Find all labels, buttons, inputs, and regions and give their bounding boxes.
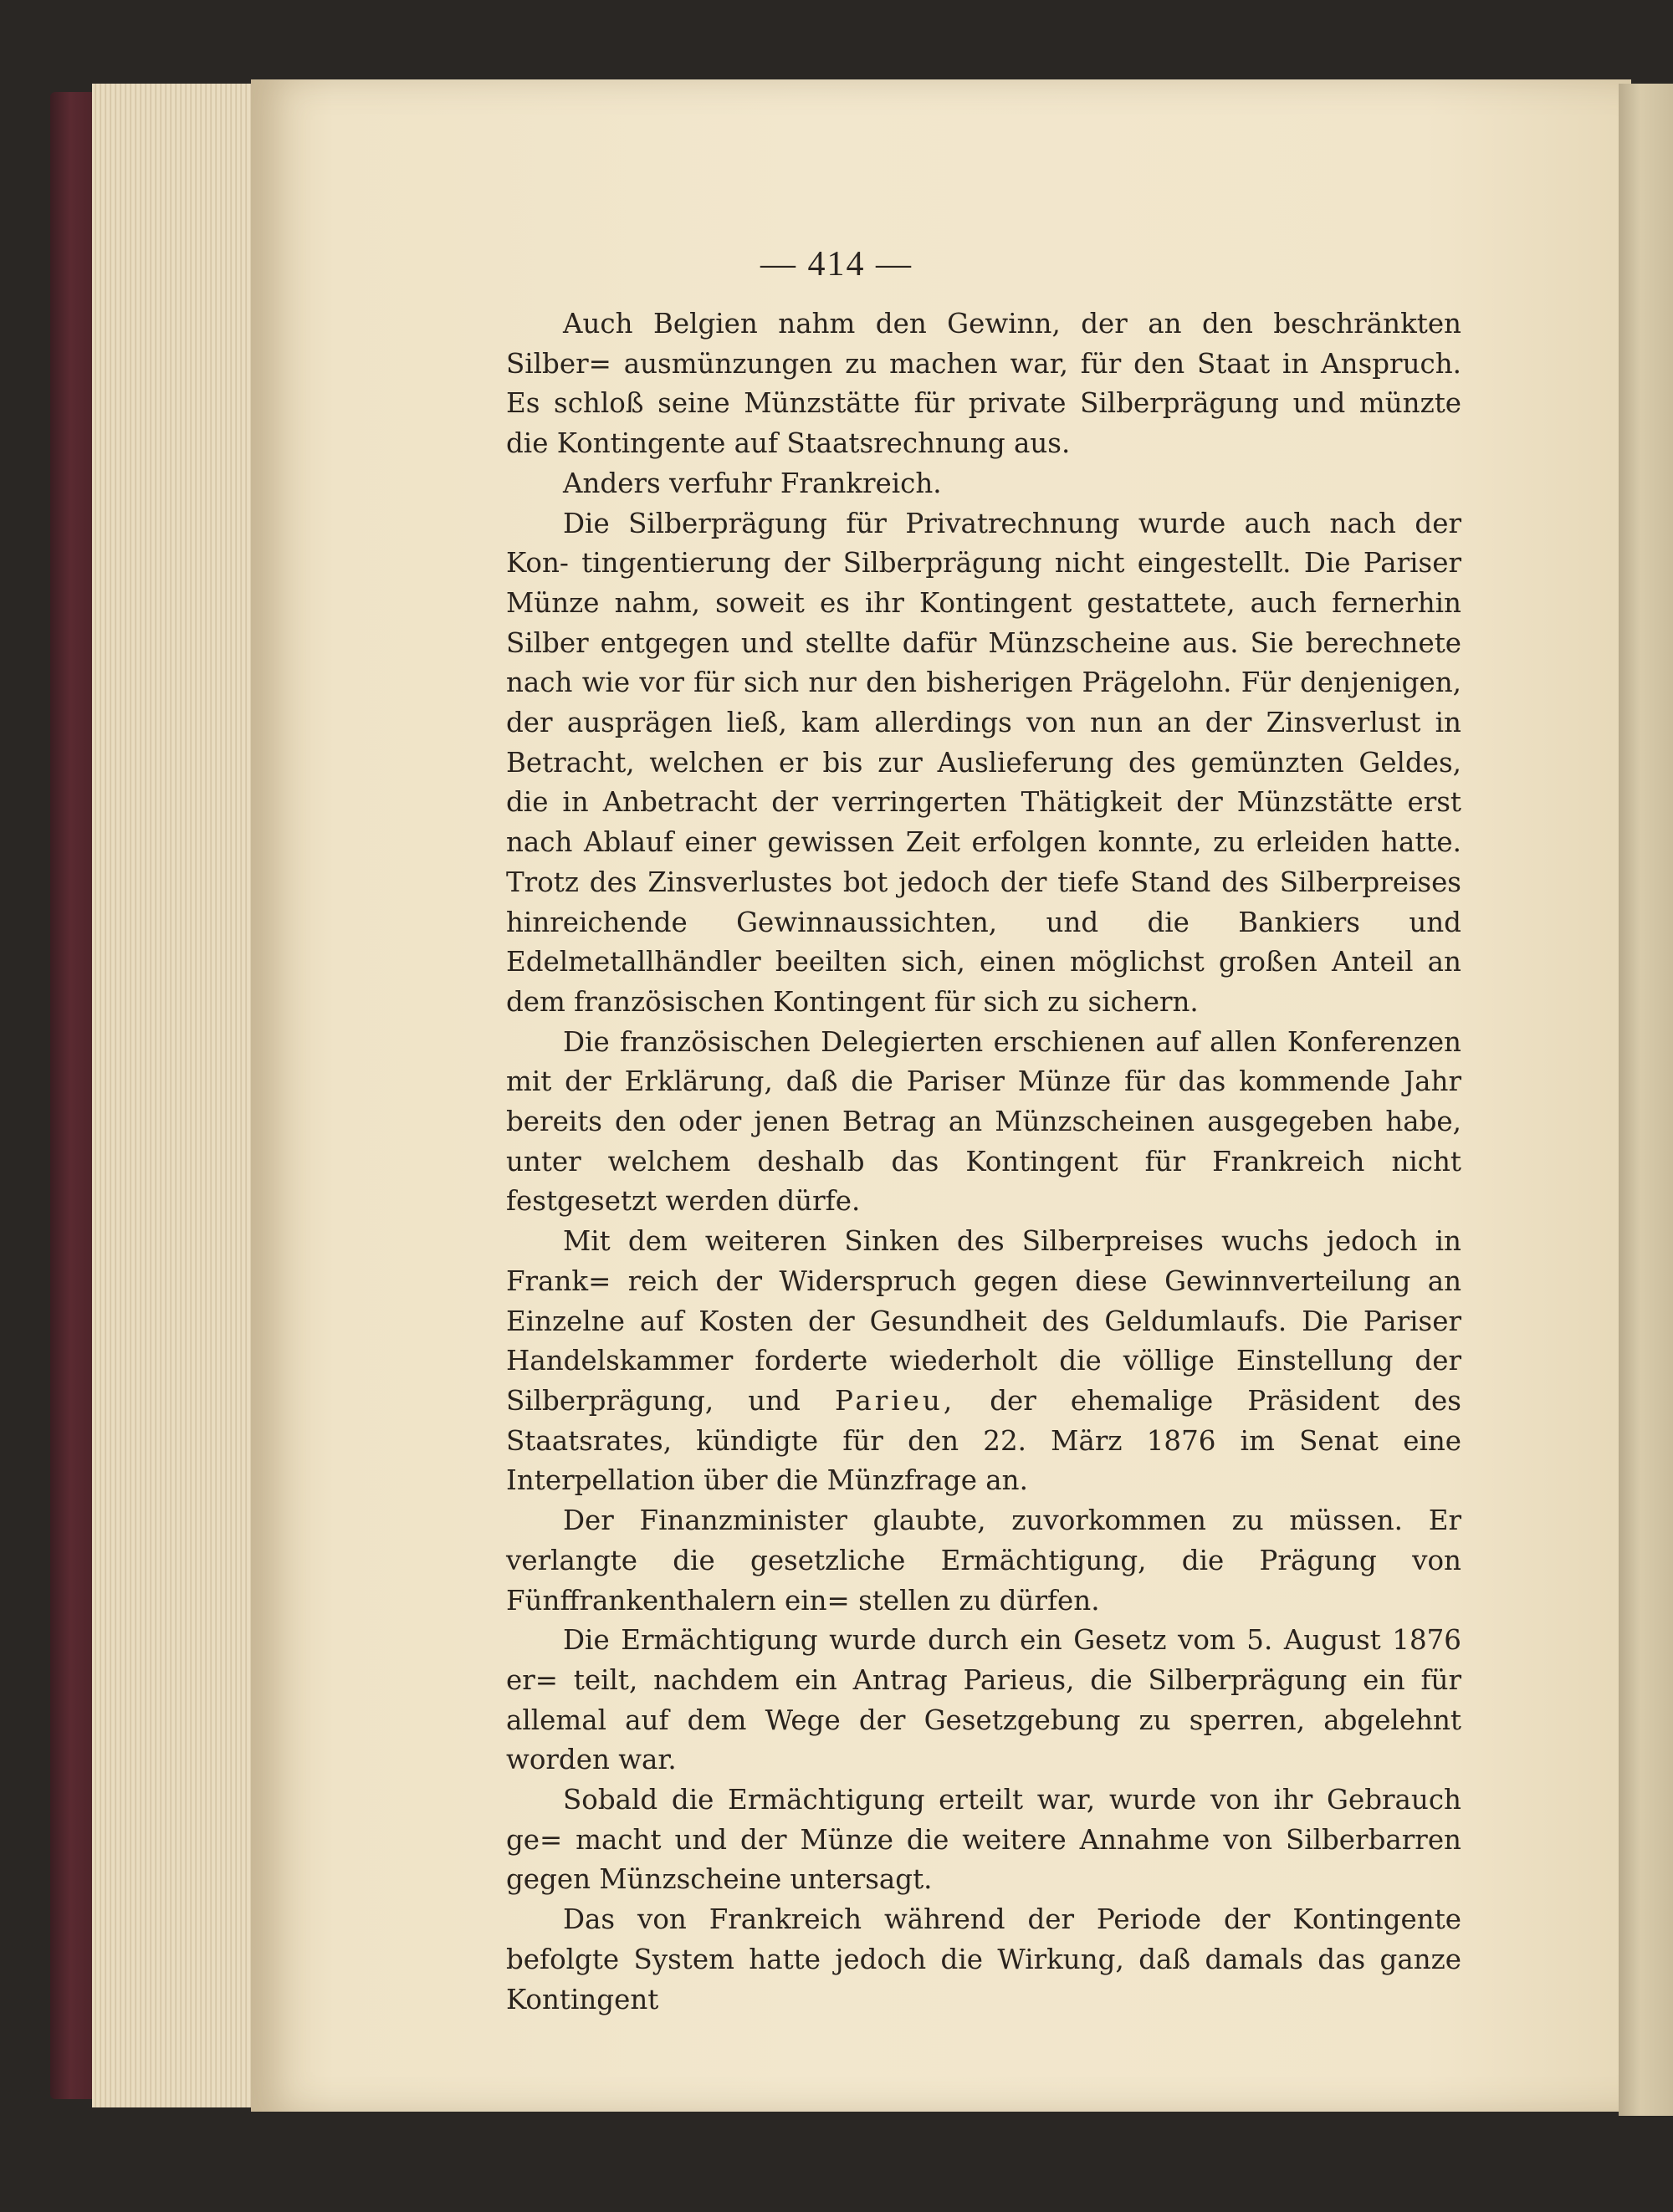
spaced-name: Parieu, <box>834 1384 956 1417</box>
paragraph: Auch Belgien nahm den Gewinn, der an den beschränkten Silber= ausmünzungen zu machen war, für den Staat in Anspruch. Es schloß seine Münzstätte für private Silberprägung und münzte die Kontingente auf Staatsrechnung aus. <box>506 308 1461 460</box>
paragraph: Die Silberprägung für Privatrechnung wurde auch nach der Kon- tingentierung der Silberprägung nicht eingestellt. Die Pariser Münze nahm, soweit es ihr Kontingent gestattete, auch fernerhin Silber entgegen und stellte dafür Münzscheine aus. Sie berechnete nach wie vor für sich nur den bisherigen Prägelohn. Für denjenigen, der ausprägen ließ, kam allerdings von nun an der Zinsverlust in Betracht, welchen er bis zur Auslieferung des gemünzten Geldes, die in Anbetracht der verringerten Thätigkeit der Münzstätte erst nach Ablauf einer gewissen Zeit erfolgen konnte, zu erleiden hatte. Trotz des Zinsverlustes bot jedoch der tiefe Stand des Silberpreises hinreichende Gewinnaussichten, und die Bankiers und Edelmetallhändler beeilten sich, einen möglichst großen Anteil an dem französischen Kontingent für sich zu sichern. <box>506 507 1461 1018</box>
paragraph: Das von Frankreich während der Periode der Kontingente befolgte System hatte jedoch die Wirkung, daß damals das ganze Kontingent <box>506 1903 1461 2015</box>
paragraph: Anders verfuhr Frankreich. <box>563 467 942 499</box>
paragraph: Die französischen Delegierten erschienen auf allen Konferenzen mit der Erklärung, daß die Pariser Münze für das kommende Jahr bereits den oder jenen Betrag an Münzscheinen ausgegeben habe, unter welchem deshalb das Kontingent für Frankreich nicht festgesetzt werden dürfe. <box>506 1025 1461 1218</box>
paragraph: Der Finanzminister glaubte, zuvorkommen zu müssen. Er verlangte die gesetzliche Ermächtigung, die Prägung von Fünffrankenthalern ein= stellen zu dürfen. <box>506 1504 1461 1617</box>
body-text <box>506 304 1461 2020</box>
paragraph-text: der ehemalige Präsident des Staatsrates, kündigte für den 22. März 1876 im Senat eine Interpellation über die Münzfrage an. <box>506 1384 1461 1497</box>
page-number: — 414 — <box>760 245 913 284</box>
paragraph-text: Mit dem weiteren Sinken des Silberpreises wuchs jedoch in Frank= reich der Widerspruch gegen diese Gewinnverteilung an Einzelne auf Kosten der Gesundheit des Geldumlaufs. Die Pariser Handelskammer forderte wiederholt die völlige Einstellung der Silberprägung, und <box>506 1225 1461 1417</box>
paragraph: Sobald die Ermächtigung erteilt war, wurde von ihr Gebrauch ge= macht und der Münze die weitere Annahme von Silberbarren gegen Münzscheine untersagt. <box>506 1784 1461 1896</box>
paragraph: Die Ermächtigung wurde durch ein Gesetz vom 5. August 1876 er= teilt, nachdem ein Antrag Parieus, die Silberprägung ein für allemal auf dem Wege der Gesetzgebung zu sperren, abgelehnt worden war. <box>506 1624 1461 1776</box>
facing-page-edge <box>1619 84 1673 2116</box>
paragraph <box>506 1222 1461 1501</box>
